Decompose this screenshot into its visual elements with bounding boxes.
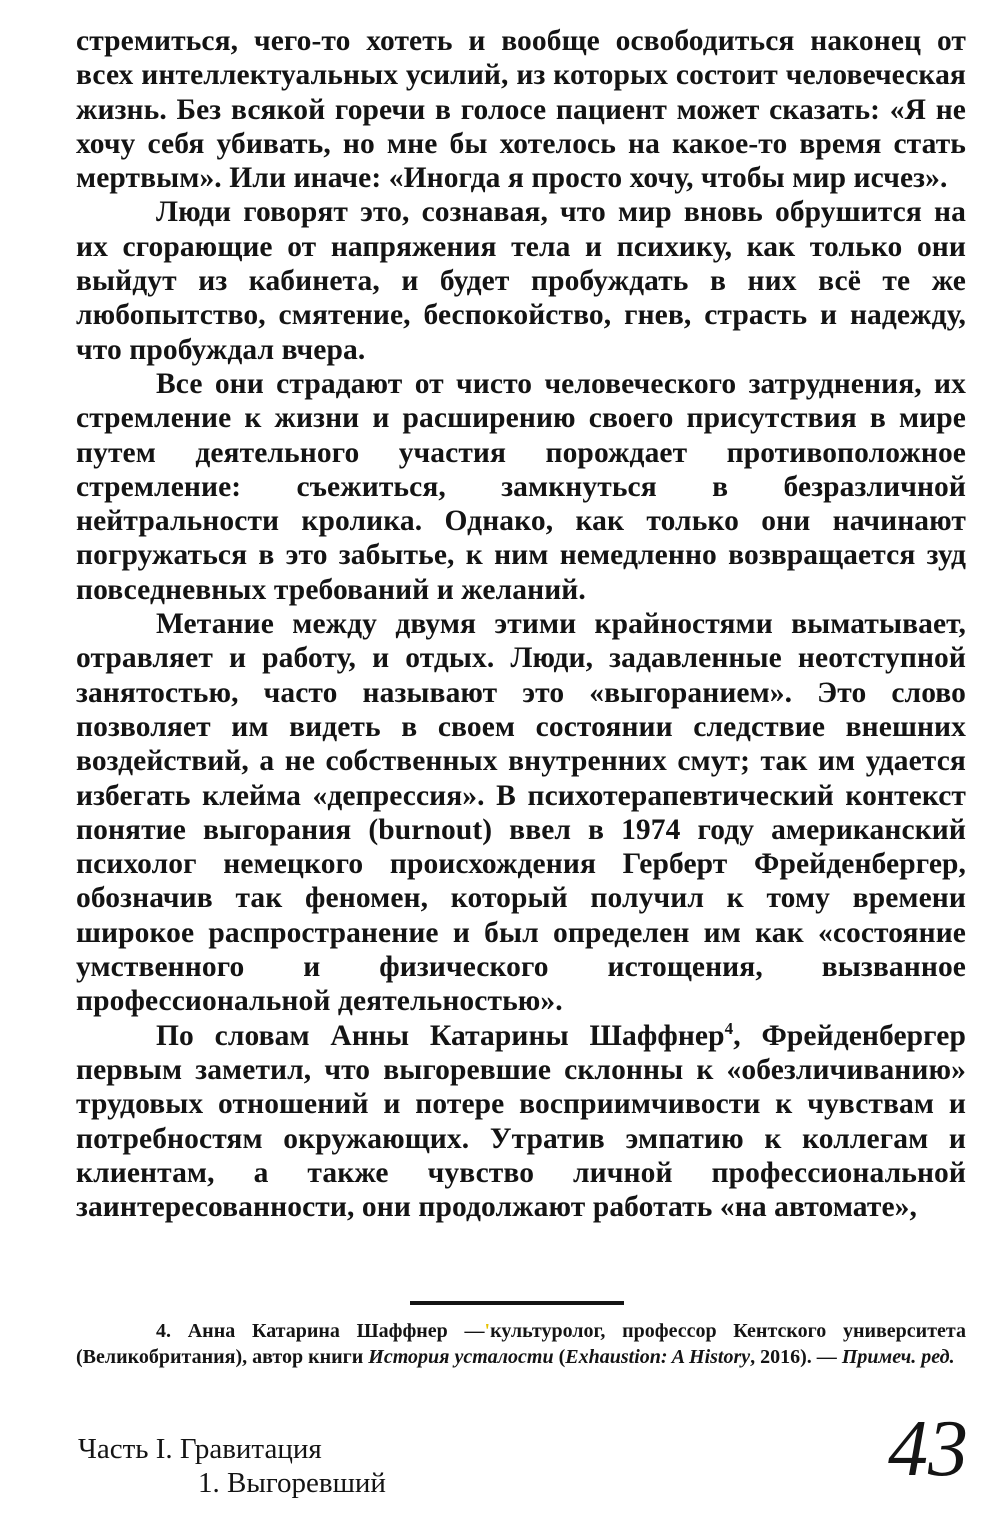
footnote-book-title-ru: История усталости (368, 1346, 554, 1368)
footnote-mark: ' (484, 1320, 491, 1342)
paragraph-5-rest: , Фрейденбергер первым заметил, что выгоревшие склонны к «обезличиванию» трудовых отношений и потере восприимчивости к чувствам и потребностям окружающих. Утратив эмпатию к коллегам и клиентам, а также чувство личной профессиональной заинтересованности, они продолжают работать «на автомате», (76, 1019, 966, 1224)
footnote-book-title-en: Exhaustion: A History (565, 1346, 751, 1368)
running-head-chapter: 1. Выгоревший (198, 1467, 386, 1499)
paragraph-2: Люди говорят это, сознавая, что мир вновь обрушится на их сгорающие от напряжения тела и психику, как только они выйдут из кабинета, и будет пробуждать в них всё те же любопытство, смятение, беспокойство, гнев, страсть и надежду, что пробуждал вчера. (76, 196, 966, 366)
paragraph-1: стремиться, чего-то хотеть и вообще освободиться наконец от всех интеллектуальных усилий, из которых состоит человеческая жизнь. Без всякой горечи в голосе пациент может сказать: «Я не хочу себя убивать, но мне бы хотелось на какое-то время стать мертвым». Или иначе: «Иногда я просто хочу, чтобы мир исчез». (76, 25, 966, 195)
footnote-number: 4. (156, 1320, 171, 1342)
running-head (78, 1432, 386, 1500)
running-head-part: Часть I. Гравитация (78, 1433, 322, 1465)
paragraph-3: Все они страдают от чисто человеческого затруднения, их стремление к жизни и расширению своего присутствия в мире путем деятельного участия порождает противоположное стремление: съежиться, замкнуться в безразличной нейтральности кролика. Однако, как только они начинают погружаться в это забытье, к ним немедленно возвращается зуд повседневных требований и желаний. (76, 367, 966, 606)
paragraph-5 (76, 1019, 966, 1225)
footnote-text-mid: культуролог, профессор Кентского университета (Великобритания), автор книги (76, 1320, 966, 1368)
main-text (76, 24, 966, 1224)
paragraph-4: Метание между двумя этими крайностями выматывает, отравляет и работу, и отдых. Люди, задавленные неотступной занятостью, часто называют это «выгоранием». Это слово позволяет им видеть в своем состоянии следствие внешних воздействий, а не собственных внутренних смут; так им удается избегать клейма «депрессия». В психотерапевтический контекст понятие выгорания (burnout) ввел в 1974 году американский психолог немецкого происхождения Герберт Фрейденбергер, обозначив так феномен, который получил к тому времени широкое распространение и был определен им как «состояние умственного и физического истощения, вызванное профессиональной деятельностью». (76, 608, 966, 1018)
footnote-reference: 4 (724, 1018, 734, 1038)
page-number: 43 (888, 1405, 968, 1493)
footnote-text-start: Анна Катарина Шаффнер — (187, 1320, 485, 1342)
footnote-divider (410, 1301, 624, 1305)
paragraph-5-start: По словам Анны Катарины Шаффнер (156, 1019, 725, 1052)
footnote-text-end: , 2016). — (750, 1346, 837, 1368)
footnote-editor-note: Примеч. ред. (841, 1346, 955, 1368)
footnote (76, 1318, 966, 1370)
footnote-paren: ( (553, 1346, 566, 1368)
